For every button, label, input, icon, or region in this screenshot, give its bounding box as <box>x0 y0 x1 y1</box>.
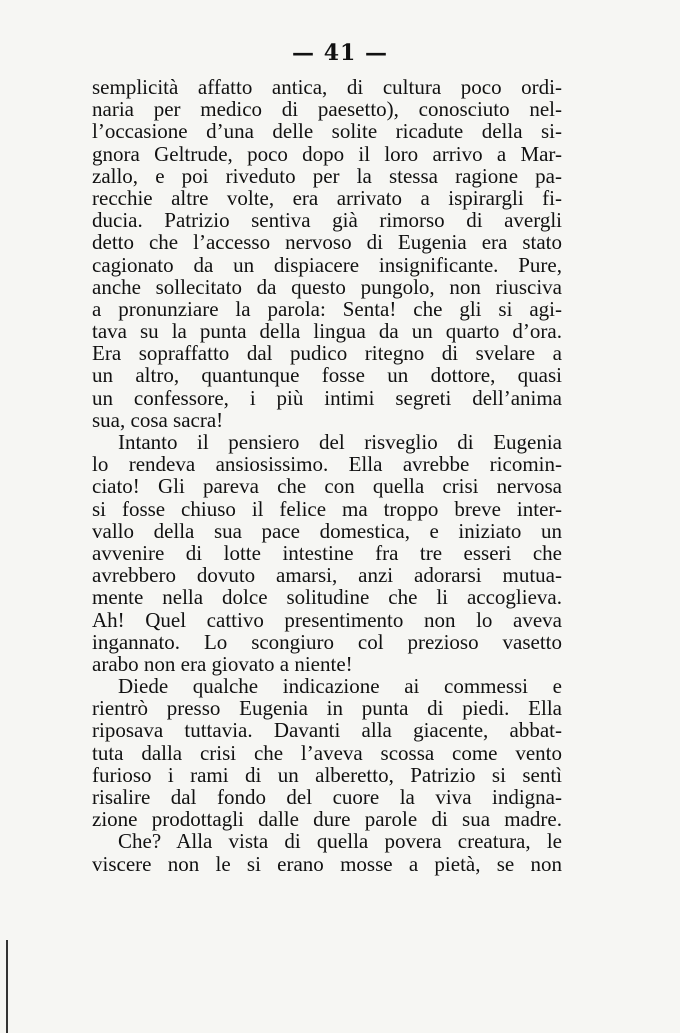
text-line: ciato! Gli pareva che con quella crisi nervosa <box>92 474 562 499</box>
text-line: vallo della sua pace domestica, e iniziato un <box>92 518 562 543</box>
text-line: zallo, e poi riveduto per la stessa ragione pa- <box>92 163 562 188</box>
page-edge-mark <box>6 940 8 1033</box>
text-line: Ah! Quel cattivo presentimento non lo aveva <box>92 607 562 632</box>
text-line: Era sopraffatto dal pudico ritegno di svelare a <box>92 341 562 366</box>
text-line: Diede qualche indicazione ai commessi e <box>118 674 562 699</box>
text-line: lo rendeva ansiosissimo. Ella avrebbe ricomin- <box>92 452 562 477</box>
page-number: — 41 — <box>292 40 388 66</box>
body-text <box>92 76 562 875</box>
text-line: recchie altre volte, era arrivato a ispirargli fi- <box>92 185 562 210</box>
text-line: zione prodottagli dalle dure parole di sua madre. <box>92 807 562 832</box>
text-line: a pronunziare la parola: Senta! che gli si agi- <box>92 296 562 321</box>
text-line: sua, cosa sacra! <box>92 407 224 432</box>
text-line: naria per medico di paesetto), conosciuto nel- <box>92 97 562 122</box>
text-line: l’occasione d’una delle solite ricadute della si- <box>92 119 562 144</box>
text-line: mente nella dolce solitudine che li accoglieva. <box>92 585 562 610</box>
text-line: tuta dalla crisi che l’aveva scossa come vento <box>92 740 562 765</box>
text-line: tava su la punta della lingua da un quarto d’ora. <box>92 319 562 344</box>
text-line: viscere non le si erano mosse a pietà, se non <box>92 851 562 876</box>
text-line: rientrò presso Eugenia in punta di piedi. Ella <box>92 696 562 721</box>
text-line: si fosse chiuso il felice ma troppo breve inter- <box>92 496 562 521</box>
text-line: detto che l’accesso nervoso di Eugenia era stato <box>92 230 562 255</box>
text-line: gnora Geltrude, poco dopo il loro arrivo a Mar- <box>92 141 562 166</box>
text-line: cagionato da un dispiacere insignificante. Pure, <box>92 252 562 277</box>
text-line: furioso i rami di un alberetto, Patrizio si sentì <box>92 762 562 787</box>
text-line: anche sollecitato da questo pungolo, non riusciva <box>92 274 562 299</box>
text-line: Che? Alla vista di quella povera creatura, le <box>118 829 562 854</box>
text-line: riposava tuttavia. Davanti alla giacente, abbat- <box>92 718 562 743</box>
text-line: avvenire di lotte intestine fra tre esseri che <box>92 540 562 565</box>
text-line: un confessore, i più intimi segreti dell’anima <box>92 385 562 410</box>
text-line: ducia. Patrizio sentiva già rimorso di avergli <box>92 208 562 233</box>
text-line: Intanto il pensiero del risveglio di Eugenia <box>118 430 562 454</box>
text-line: un altro, quantunque fosse un dottore, quasi <box>92 363 562 388</box>
text-line: arabo non era giovato a niente! <box>92 651 353 676</box>
text-line: ingannato. Lo scongiuro col prezioso vasetto <box>92 629 562 654</box>
text-line: avrebbero dovuto amarsi, anzi adorarsi mutua- <box>92 563 562 588</box>
text-line: risalire dal fondo del cuore la viva indigna- <box>92 785 562 809</box>
text-line: semplicità affatto antica, di cultura poco ordi- <box>92 75 562 99</box>
